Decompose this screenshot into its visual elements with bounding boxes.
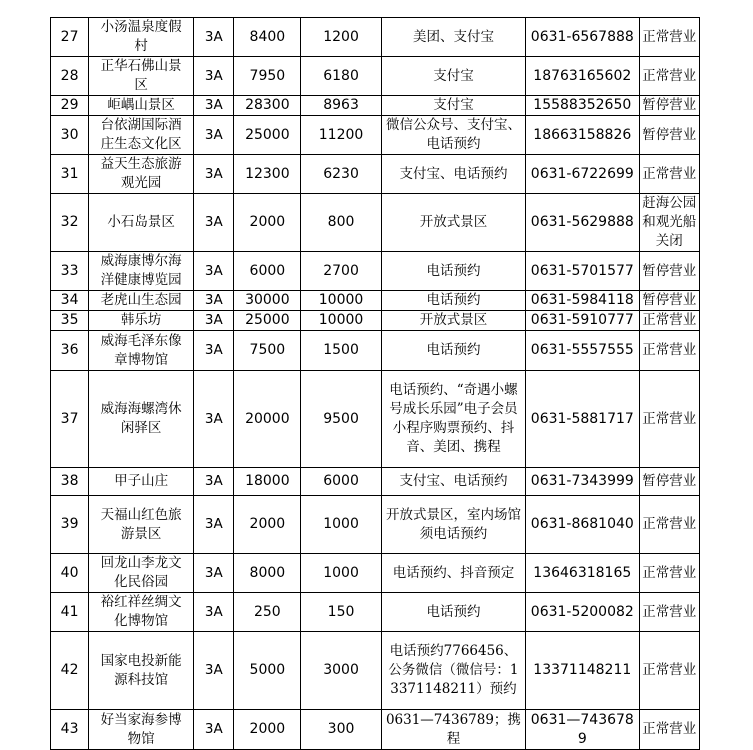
row-number: 34: [51, 291, 89, 311]
table-row: [51, 194, 700, 252]
operating-status: 暂停营业: [639, 96, 699, 116]
booking-channels: 电话预约: [381, 331, 525, 371]
scenic-level: 3A: [194, 57, 234, 96]
scenic-spot-name: 老虎山生态园: [89, 291, 194, 311]
row-number: 27: [51, 18, 89, 57]
instant-capacity: 150: [301, 593, 382, 632]
scenic-spot-name: 益天生态旅游观光园: [89, 155, 194, 194]
scenic-level: 3A: [194, 291, 234, 311]
scenic-level: 3A: [194, 155, 234, 194]
max-capacity: 30000: [234, 291, 301, 311]
row-number: 36: [51, 331, 89, 371]
instant-capacity: 3000: [301, 632, 382, 710]
row-number: 37: [51, 371, 89, 468]
instant-capacity: 2700: [301, 252, 382, 291]
row-number: 43: [51, 710, 89, 750]
contact-phone: 0631-6567888: [526, 18, 639, 57]
max-capacity: 28300: [234, 96, 301, 116]
operating-status: 正常营业: [639, 710, 699, 750]
table-row: [51, 18, 700, 57]
row-number: 31: [51, 155, 89, 194]
operating-status: 暂停营业: [639, 252, 699, 291]
operating-status: 正常营业: [639, 632, 699, 710]
operating-status: 正常营业: [639, 18, 699, 57]
scenic-spot-name: 国家电投新能源科技馆: [89, 632, 194, 710]
booking-channels: 电话预约7766456、公务微信（微信号：13371148211）预约: [381, 632, 525, 710]
table-row: [51, 496, 700, 554]
booking-channels: 支付宝、电话预约: [381, 155, 525, 194]
scenic-spot-name: 好当家海参博物馆: [89, 710, 194, 750]
contact-phone: 0631-5200082: [526, 593, 639, 632]
scenic-spot-name: 甲子山庄: [89, 468, 194, 496]
operating-status: 正常营业: [639, 593, 699, 632]
booking-channels: 电话预约、“奇遇小螺号成长乐园”电子会员小程序购票预约、抖音、美团、携程: [381, 371, 525, 468]
contact-phone: 0631—7436789: [526, 710, 639, 750]
contact-phone: 0631-5557555: [526, 331, 639, 371]
scenic-level: 3A: [194, 252, 234, 291]
operating-status: 暂停营业: [639, 116, 699, 155]
scenic-spot-name: 天福山红色旅游景区: [89, 496, 194, 554]
scenic-spot-name: 威海康博尔海洋健康博览园: [89, 252, 194, 291]
max-capacity: 250: [234, 593, 301, 632]
row-number: 40: [51, 554, 89, 593]
booking-channels: 微信公众号、支付宝、电话预约: [381, 116, 525, 155]
operating-status: 正常营业: [639, 371, 699, 468]
booking-channels: 电话预约: [381, 291, 525, 311]
scenic-level: 3A: [194, 710, 234, 750]
operating-status: 正常营业: [639, 331, 699, 371]
max-capacity: 5000: [234, 632, 301, 710]
scenic-level: 3A: [194, 593, 234, 632]
max-capacity: 6000: [234, 252, 301, 291]
contact-phone: 18663158826: [526, 116, 639, 155]
scenic-spot-name: 小石岛景区: [89, 194, 194, 252]
scenic-spot-name: 小汤温泉度假村: [89, 18, 194, 57]
row-number: 28: [51, 57, 89, 96]
scenic-spot-name: 威海毛泽东像章博物馆: [89, 331, 194, 371]
scenic-spot-name: 台依湖国际酒庄生态文化区: [89, 116, 194, 155]
row-number: 42: [51, 632, 89, 710]
table-row: [51, 96, 700, 116]
max-capacity: 18000: [234, 468, 301, 496]
booking-channels: 电话预约: [381, 593, 525, 632]
instant-capacity: 10000: [301, 311, 382, 331]
booking-channels: 电话预约、抖音预定: [381, 554, 525, 593]
scenic-spot-name: 回龙山李龙文化民俗园: [89, 554, 194, 593]
contact-phone: 0631-5629888: [526, 194, 639, 252]
booking-channels: 支付宝: [381, 57, 525, 96]
contact-phone: 0631-8681040: [526, 496, 639, 554]
row-number: 41: [51, 593, 89, 632]
scenic-level: 3A: [194, 194, 234, 252]
max-capacity: 2000: [234, 496, 301, 554]
table-row: [51, 311, 700, 331]
table-row: [51, 116, 700, 155]
table-body: [51, 18, 700, 750]
operating-status: 正常营业: [639, 311, 699, 331]
scenic-spot-name: 岠嵎山景区: [89, 96, 194, 116]
contact-phone: 18763165602: [526, 57, 639, 96]
booking-channels: 美团、支付宝: [381, 18, 525, 57]
row-number: 39: [51, 496, 89, 554]
scenic-spot-name: 正华石佛山景区: [89, 57, 194, 96]
contact-phone: 0631-5881717: [526, 371, 639, 468]
max-capacity: 25000: [234, 116, 301, 155]
scenic-spot-name: 威海海螺湾休闲驿区: [89, 371, 194, 468]
booking-channels: 开放式景区: [381, 311, 525, 331]
booking-channels: 支付宝: [381, 96, 525, 116]
instant-capacity: 300: [301, 710, 382, 750]
table-row: [51, 468, 700, 496]
row-number: 35: [51, 311, 89, 331]
instant-capacity: 800: [301, 194, 382, 252]
scenic-level: 3A: [194, 554, 234, 593]
scenic-level: 3A: [194, 371, 234, 468]
table-row: [51, 291, 700, 311]
table-row: [51, 593, 700, 632]
table-row: [51, 710, 700, 750]
scenic-level: 3A: [194, 468, 234, 496]
operating-status: 正常营业: [639, 496, 699, 554]
table-row: [51, 632, 700, 710]
table-row: [51, 252, 700, 291]
scenic-spot-name: 裕红祥丝绸文化博物馆: [89, 593, 194, 632]
booking-channels: 电话预约: [381, 252, 525, 291]
instant-capacity: 6180: [301, 57, 382, 96]
table-row: [51, 155, 700, 194]
operating-status: 正常营业: [639, 155, 699, 194]
scenic-spot-name: 韩乐坊: [89, 311, 194, 331]
scenic-level: 3A: [194, 18, 234, 57]
row-number: 38: [51, 468, 89, 496]
contact-phone: 15588352650: [526, 96, 639, 116]
row-number: 30: [51, 116, 89, 155]
row-number: 32: [51, 194, 89, 252]
booking-channels: 0631—7436789；携程: [381, 710, 525, 750]
instant-capacity: 11200: [301, 116, 382, 155]
scenic-level: 3A: [194, 96, 234, 116]
operating-status: 正常营业: [639, 554, 699, 593]
row-number: 33: [51, 252, 89, 291]
booking-channels: 开放式景区，室内场馆须电话预约: [381, 496, 525, 554]
max-capacity: 2000: [234, 710, 301, 750]
max-capacity: 2000: [234, 194, 301, 252]
booking-channels: 开放式景区: [381, 194, 525, 252]
contact-phone: 13371148211: [526, 632, 639, 710]
max-capacity: 8000: [234, 554, 301, 593]
contact-phone: 0631-5910777: [526, 311, 639, 331]
max-capacity: 7950: [234, 57, 301, 96]
scenic-level: 3A: [194, 331, 234, 371]
contact-phone: 0631-6722699: [526, 155, 639, 194]
contact-phone: 0631-7343999: [526, 468, 639, 496]
operating-status: 暂停营业: [639, 291, 699, 311]
max-capacity: 8400: [234, 18, 301, 57]
instant-capacity: 1000: [301, 554, 382, 593]
operating-status: 正常营业: [639, 57, 699, 96]
table-row: [51, 57, 700, 96]
scenic-level: 3A: [194, 496, 234, 554]
instant-capacity: 10000: [301, 291, 382, 311]
row-number: 29: [51, 96, 89, 116]
instant-capacity: 9500: [301, 371, 382, 468]
contact-phone: 13646318165: [526, 554, 639, 593]
max-capacity: 25000: [234, 311, 301, 331]
max-capacity: 20000: [234, 371, 301, 468]
instant-capacity: 6000: [301, 468, 382, 496]
contact-phone: 0631-5984118: [526, 291, 639, 311]
instant-capacity: 1200: [301, 18, 382, 57]
table-row: [51, 554, 700, 593]
scenic-level: 3A: [194, 116, 234, 155]
operating-status: 暂停营业: [639, 468, 699, 496]
max-capacity: 12300: [234, 155, 301, 194]
scenic-level: 3A: [194, 632, 234, 710]
scenic-spots-table: [50, 17, 700, 750]
instant-capacity: 6230: [301, 155, 382, 194]
instant-capacity: 1000: [301, 496, 382, 554]
table-row: [51, 371, 700, 468]
contact-phone: 0631-5701577: [526, 252, 639, 291]
table-row: [51, 331, 700, 371]
operating-status: 赶海公园和观光船关闭: [639, 194, 699, 252]
instant-capacity: 1500: [301, 331, 382, 371]
instant-capacity: 8963: [301, 96, 382, 116]
scenic-level: 3A: [194, 311, 234, 331]
max-capacity: 7500: [234, 331, 301, 371]
booking-channels: 支付宝、电话预约: [381, 468, 525, 496]
